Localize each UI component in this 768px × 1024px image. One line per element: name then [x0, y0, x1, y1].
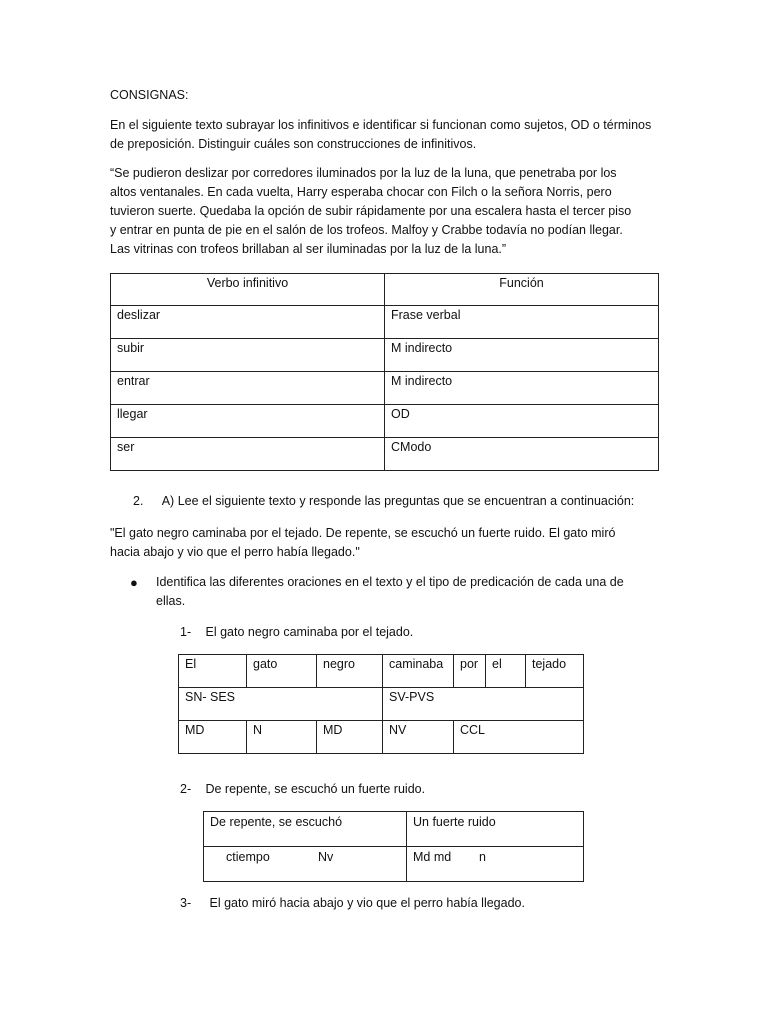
table-row	[179, 721, 584, 754]
table-cell: CModo	[385, 438, 659, 471]
instruction: En el siguiente texto subrayar los infinitivos e identificar si funcionan como sujetos, OD o términos de preposición. Distinguir cuáles son construcciones de infinitivos.	[110, 118, 652, 151]
sentence-text: El gato negro caminaba por el tejado.	[205, 625, 414, 639]
table-cell: el	[486, 655, 526, 688]
paragraph-line: hacia abajo y vio que el perro había llegado."	[110, 545, 360, 559]
table-cell: N	[247, 721, 317, 754]
table-row	[204, 812, 584, 847]
table-cell: MD	[179, 721, 247, 754]
sentence-1	[180, 623, 413, 642]
quote-line: y entrar en punta de pie en el salón de los trofeos. Malfoy y Crabbe todavía no podían llegar.	[110, 223, 623, 237]
cell-fragment: Nv	[318, 850, 334, 864]
table-row	[111, 372, 659, 405]
table-row	[111, 405, 659, 438]
table-cell: M indirecto	[385, 339, 659, 372]
table-row	[179, 655, 584, 688]
table-cell: subir	[111, 339, 385, 372]
table-cell: Frase verbal	[385, 306, 659, 339]
table-cell: entrar	[111, 372, 385, 405]
sentence-3	[180, 894, 525, 913]
table-cell: deslizar	[111, 306, 385, 339]
table-row	[111, 339, 659, 372]
header-cell: Verbo infinitivo	[111, 274, 385, 306]
bullet-icon: ●	[130, 575, 138, 590]
quote-line: altos ventanales. En cada vuelta, Harry esperaba chocar con Filch o la señora Norris, pero	[110, 185, 612, 199]
table-cell: De repente, se escuchó	[204, 812, 407, 847]
gato-paragraph	[110, 524, 670, 562]
table-cell: SV-PVS	[383, 688, 584, 721]
table-cell: ser	[111, 438, 385, 471]
sentence-2	[180, 780, 425, 799]
table-cell: llegar	[111, 405, 385, 438]
table-cell: caminaba	[383, 655, 454, 688]
table-cell	[204, 847, 407, 882]
table-cell: OD	[385, 405, 659, 438]
table-cell	[407, 847, 584, 882]
table-cell: NV	[383, 721, 454, 754]
sentence-number: 3-	[180, 896, 192, 910]
quote-line: “Se pudieron deslizar por corredores iluminados por la luz de la luna, que penetraba por los	[110, 166, 617, 180]
sentence-number: 2-	[180, 782, 192, 796]
cell-fragment: Md md	[413, 850, 452, 864]
table-cell: El	[179, 655, 247, 688]
table-cell: SN- SES	[179, 688, 383, 721]
analysis-table-1	[178, 654, 584, 754]
sentence-text: El gato miró hacia abajo y vio que el perro había llegado.	[209, 896, 525, 910]
table-cell: Un fuerte ruido	[407, 812, 584, 847]
table-cell: M indirecto	[385, 372, 659, 405]
quote-line: tuvieron suerte. Quedaba la opción de subir rápidamente por una escalera hasta el tercer piso	[110, 204, 632, 218]
table-row	[179, 688, 584, 721]
header-cell: Función	[385, 274, 659, 306]
table-cell: tejado	[526, 655, 584, 688]
table-header-row	[111, 274, 659, 306]
quote-line: Las vitrinas con trofeos brillaban al ser iluminadas por la luz de la luna.”	[110, 242, 507, 256]
quote-paragraph	[110, 164, 670, 259]
table-row	[204, 847, 584, 882]
bullet-line: ellas.	[156, 594, 186, 608]
paragraph-line: "El gato negro caminaba por el tejado. De repente, se escuchó un fuerte ruido. El gato miró	[110, 526, 616, 540]
cell-fragment: n	[479, 850, 486, 864]
sentence-number: 1-	[180, 625, 192, 639]
section-letter: A)	[161, 494, 175, 508]
table-cell: MD	[317, 721, 383, 754]
table-cell: negro	[317, 655, 383, 688]
sentence-text: De repente, se escuchó un fuerte ruido.	[205, 782, 426, 796]
section2-heading	[133, 492, 634, 511]
analysis-table-2	[203, 811, 584, 882]
infinitive-table	[110, 273, 659, 471]
section-number: 2.	[133, 494, 144, 508]
table-row	[111, 438, 659, 471]
table-row	[111, 306, 659, 339]
table-cell: gato	[247, 655, 317, 688]
bullet-line: Identifica las diferentes oraciones en el texto y el tipo de predicación de cada una de	[156, 575, 624, 589]
heading: CONSIGNAS:	[110, 88, 189, 102]
table-cell: CCL	[454, 721, 584, 754]
bullet-text	[156, 573, 666, 611]
table-cell: por	[454, 655, 486, 688]
section-title: Lee el siguiente texto y responde las preguntas que se encuentran a continuación:	[177, 494, 635, 508]
cell-fragment: ctiempo	[226, 850, 270, 864]
